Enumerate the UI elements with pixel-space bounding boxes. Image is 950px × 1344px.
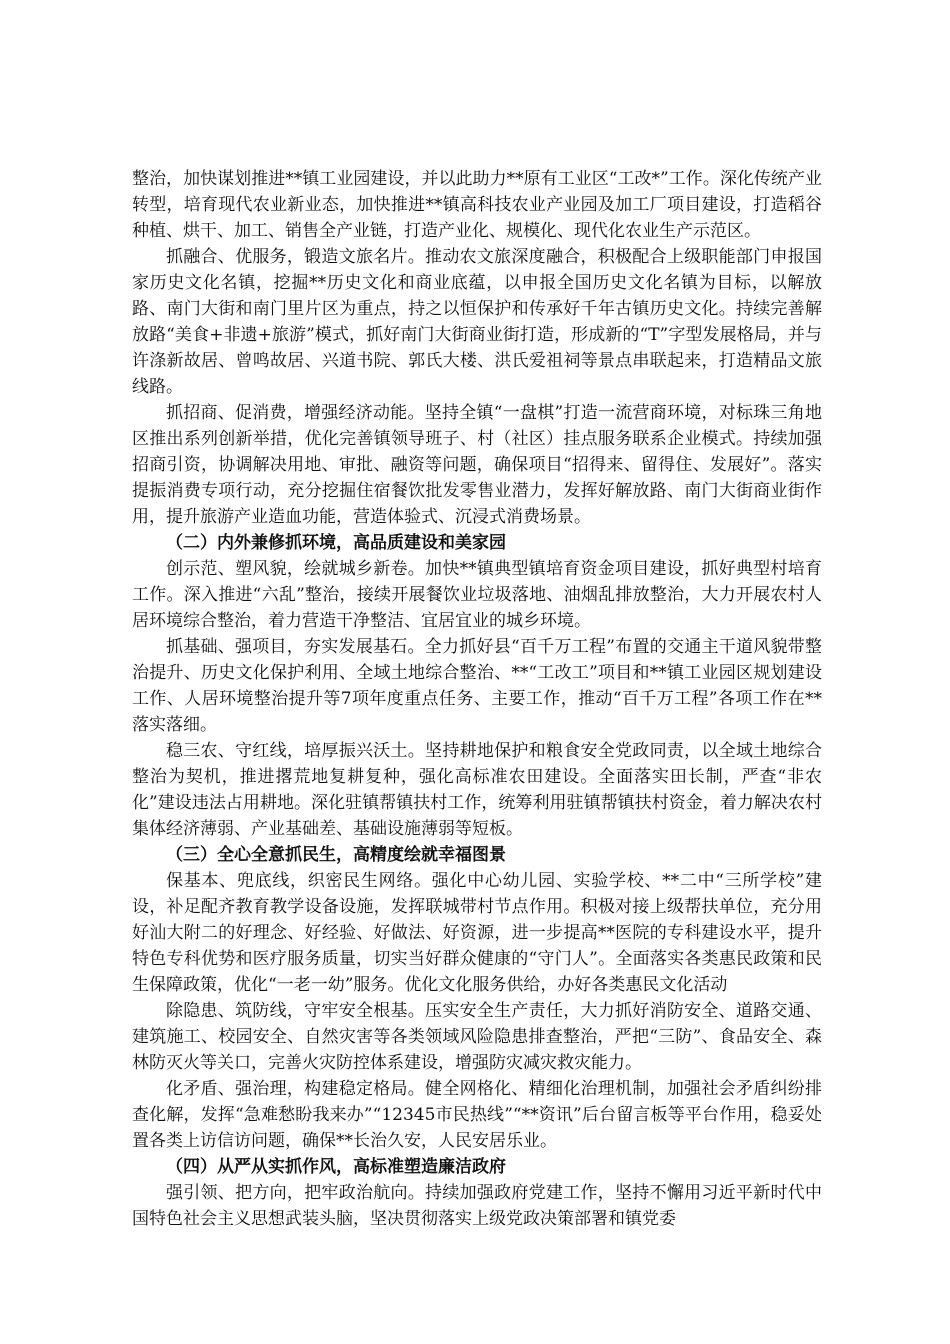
paragraph: 抓基础、强项目，夯实发展基石。全力抓好县“百千万工程”布置的交通主干道风貌带整治提升、历史文化保护利用、全域土地综合整治、**“工改工”项目和**镇工业园区规划建设工作、人居环境整治提升等7项年度重点任务、主要工作，推动“百千万工程”各项工作在**落实落细。	[132, 637, 822, 735]
paragraph: 创示范、塑风貌，绘就城乡新卷。加快**镇典型镇培育资金项目建设，抓好典型村培育工作。深入推进“六乱”整治，接续开展餐饮业垃圾落地、油烟乱排放整治，大力开展农村人居环境综合整治，着力营造干净整洁、宜居宜业的城乡环境。	[132, 559, 822, 631]
paragraph: 除隐患、筑防线，守牢安全根基。压实安全生产责任，大力抓好消防安全、道路交通、建筑施工、校园安全、自然灾害等各类领域风险隐患排查整治，严把“三防”、食品安全、森林防灭火等关口，完善火灾防控体系建设，增强防灾减灾救灾能力。	[132, 1001, 822, 1073]
section-heading: （四）从严从实抓作风，高标准塑造廉洁政府	[166, 1157, 506, 1177]
section-heading: （三）全心全意抓民生，高精度绘就幸福图景	[166, 845, 506, 865]
paragraph: 保基本、兜底线，织密民生网络。强化中心幼儿园、实验学校、**二中“三所学校”建设，补足配齐教育教学设备设施，发挥联城带村节点作用。积极对接上级帮扶单位，充分用好汕大附二的好理念、好经验、好做法、好资源，进一步提高**医院的专科建设水平，提升特色专科优势和医疗服务质量，切实当好群众健康的“守门人”。全面落实各类惠民政策和民生保障政策，优化“一老一幼”服务。优化文化服务供给，办好各类惠民文化活动	[132, 871, 822, 995]
document-body	[132, 166, 822, 1232]
section-heading: （二）内外兼修抓环境，高品质建设和美家园	[166, 533, 506, 553]
paragraph: 稳三农、守红线，培厚振兴沃土。坚持耕地保护和粮食安全党政同责，以全域土地综合整治为契机，推进撂荒地复耕复种，强化高标准农田建设。全面落实田长制，严查“非农化”建设违法占用耕地。深化驻镇帮镇扶村工作，统筹利用驻镇帮镇扶村资金，着力解决农村集体经济薄弱、产业基础差、基础设施薄弱等短板。	[132, 741, 822, 839]
paragraph: 化矛盾、强治理，构建稳定格局。健全网格化、精细化治理机制，加强社会矛盾纠纷排查化解，发挥“急难愁盼我来办”“12345市民热线”“**资讯”后台留言板等平台作用，稳妥处置各类上访信访问题，确保**长治久安，人民安居乐业。	[132, 1079, 822, 1151]
paragraph: 整治，加快谋划推进**镇工业园建设，并以此助力**原有工业区“工改*”工作。深化传统产业转型，培育现代农业新业态，加快推进**镇高科技农业产业园及加工厂项目建设，打造稻谷种植、烘干、加工、销售全产业链，打造产业化、规模化、现代化农业生产示范区。	[132, 169, 822, 241]
paragraph: 抓招商、促消费，增强经济动能。坚持全镇“一盘棋”打造一流营商环境，对标珠三角地区推出系列创新举措，优化完善镇领导班子、村（社区）挂点服务联系企业模式。持续加强招商引资，协调解决用地、审批、融资等问题，确保项目“招得来、留得住、发展好”。落实提振消费专项行动，充分挖掘住宿餐饮批发零售业潜力，发挥好解放路、南门大街商业街作用，提升旅游产业造血功能，营造体验式、沉浸式消费场景。	[132, 403, 822, 527]
paragraph: 抓融合、优服务，锻造文旅名片。推动农文旅深度融合，积极配合上级职能部门申报国家历史文化名镇，挖掘**历史文化和商业底蕴，以申报全国历史文化名镇为目标，以解放路、南门大街和南门里片区为重点，持之以恒保护和传承好千年古镇历史文化。持续完善解放路“美食+非遗+旅游”模式，抓好南门大街商业街打造，形成新的“T”字型发展格局，并与许涤新故居、曾鸣故居、兴道书院、郭氏大楼、洪氏爱祖祠等景点串联起来，打造精品文旅线路。	[132, 247, 822, 397]
paragraph: 强引领、把方向，把牢政治航向。持续加强政府党建工作，坚持不懈用习近平新时代中国特色社会主义思想武装头脑，坚决贯彻落实上级党政决策部署和镇党委	[132, 1183, 822, 1229]
